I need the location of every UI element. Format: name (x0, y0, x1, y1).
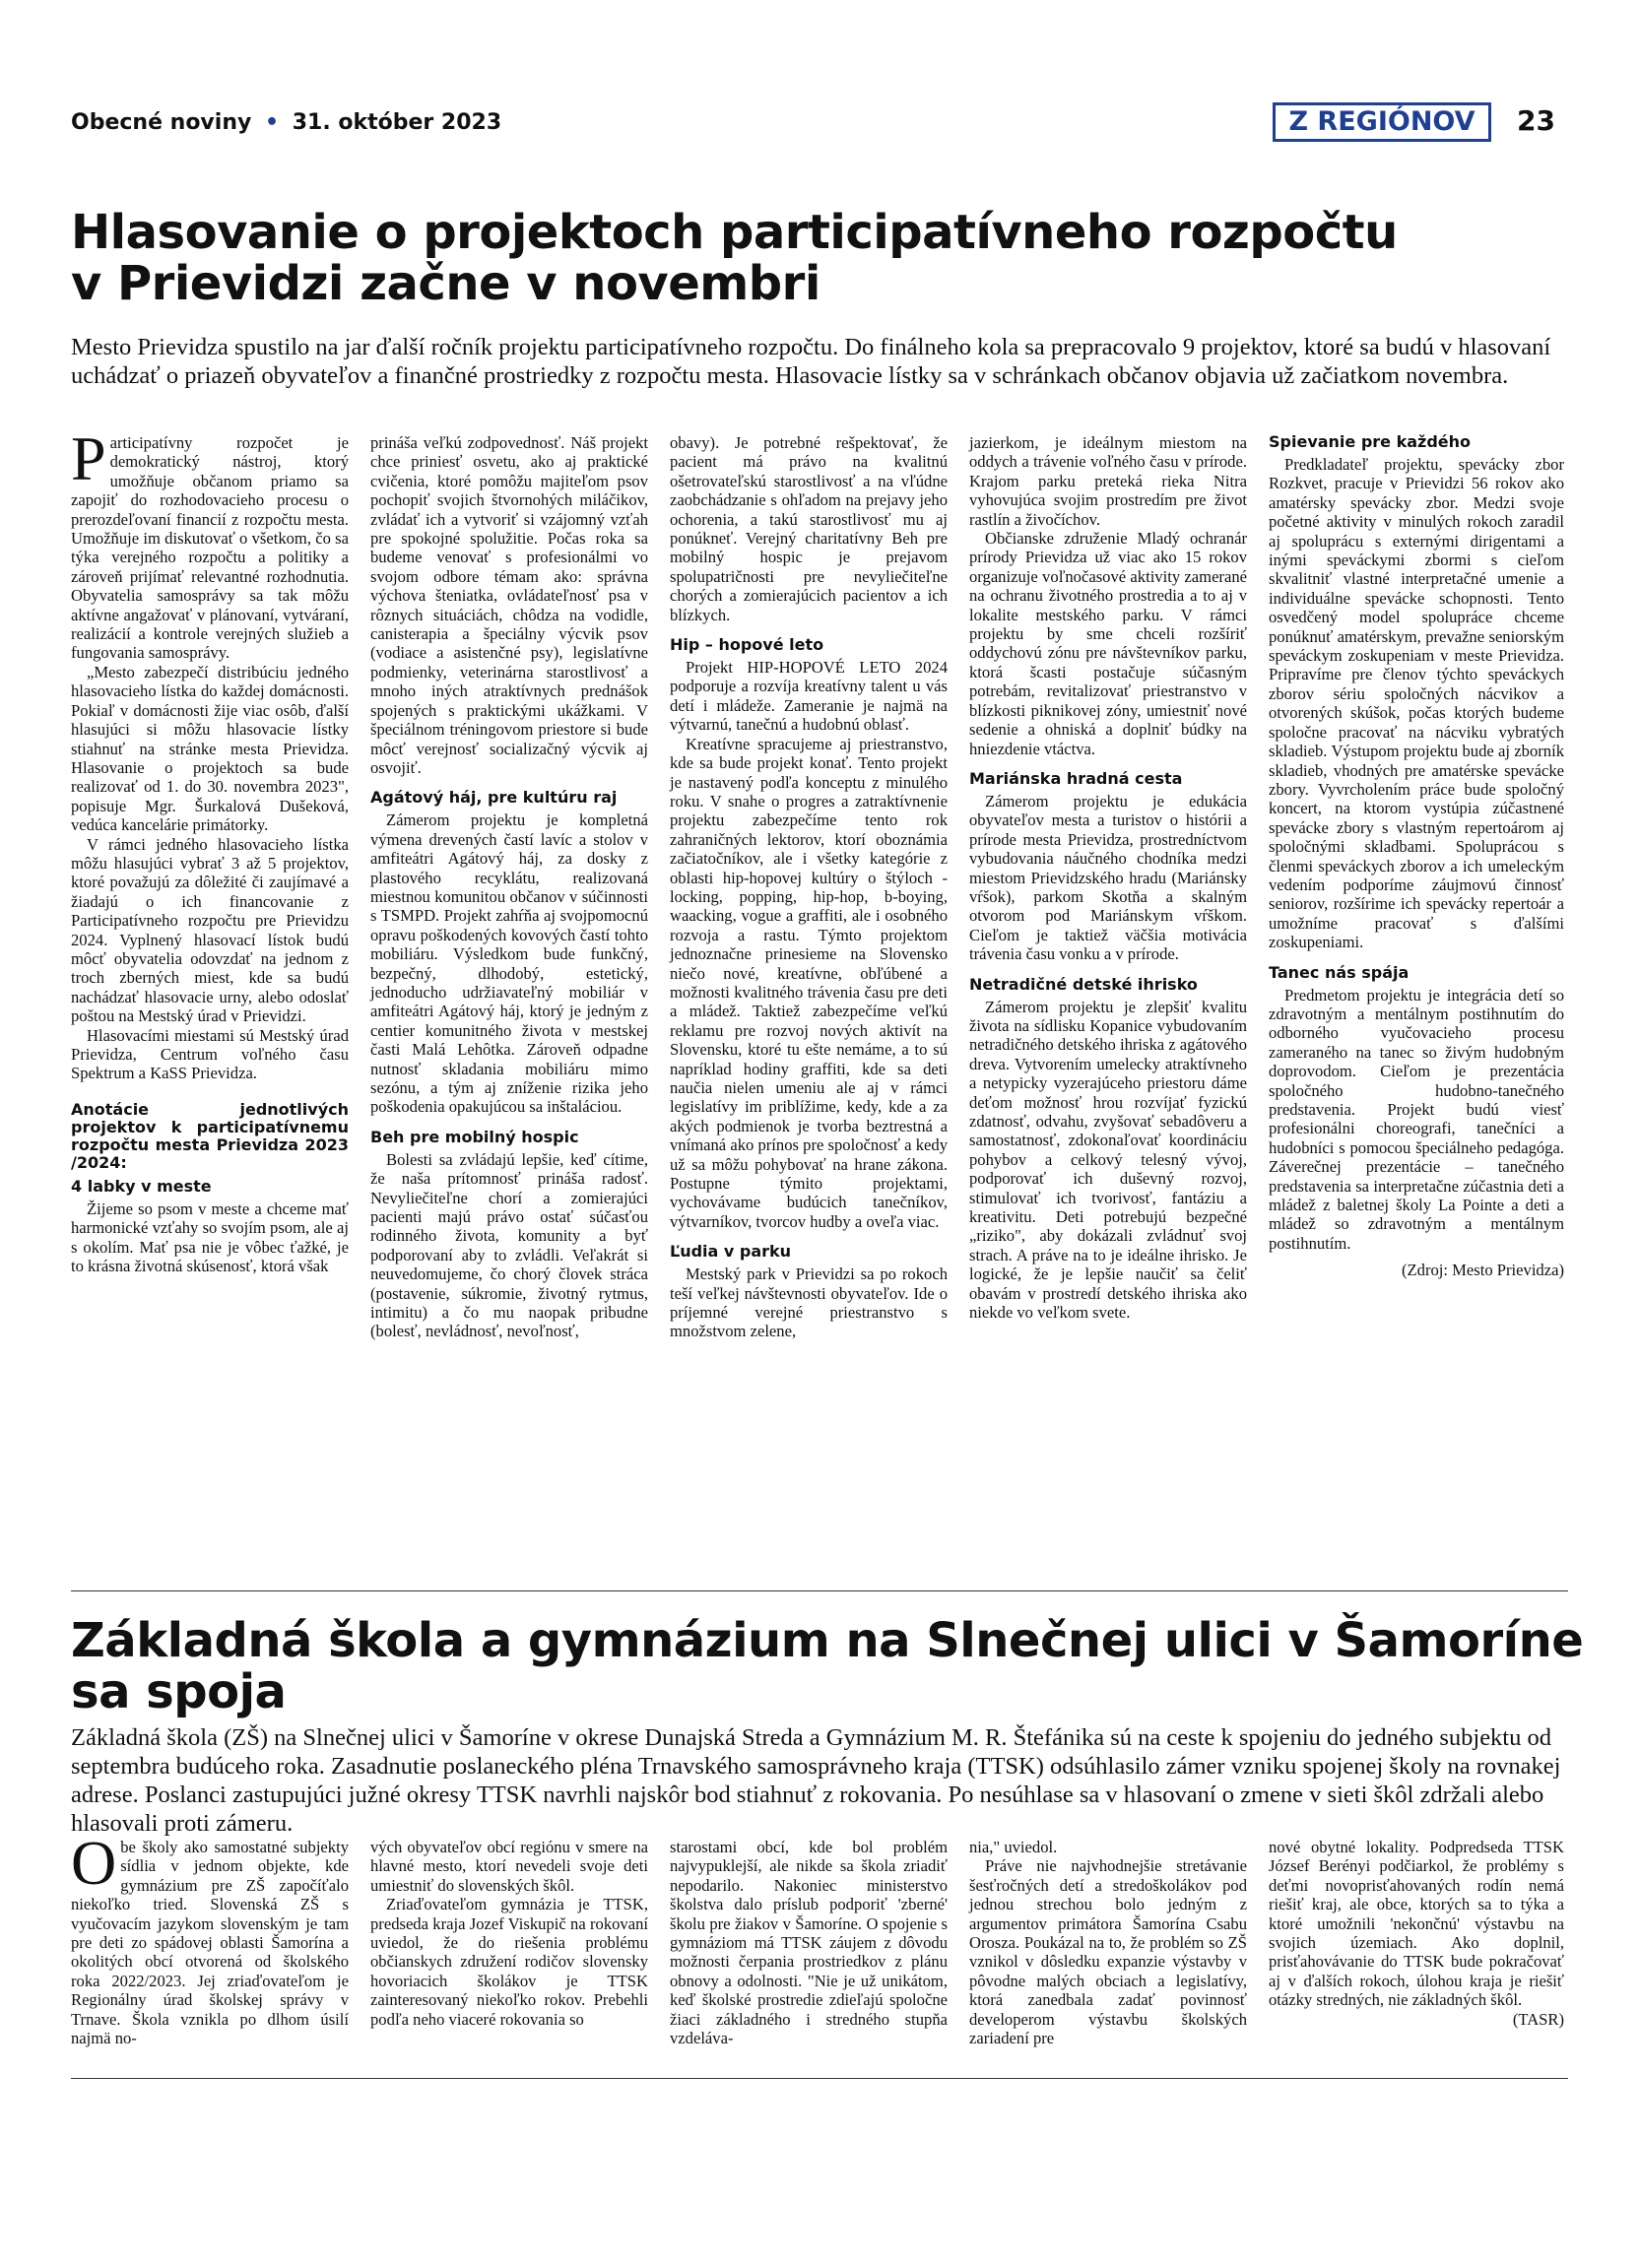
header-separator: • (265, 110, 280, 135)
paragraph: „Mesto zabezpečí distribúciu jedného hlasovacieho lístka do každej domácnosti. Pokiaľ v domácnosti žije viac osôb, ďalší hlasujúci si môžu hlasovacie lístky stiahnuť na stránke mesta Prievidza. Hlasovanie o projektoch sa bude realizovať od 1. do 30. novembra 2023", popisuje Mgr. Šurkalová Dušeková, vedúca kancelárie primátorky. (71, 662, 349, 835)
paragraph: Zriaďovateľom gymnázia je TTSK, predseda kraja Jozef Viskupič na rokovaní uviedol, že do riešenia problému občianskych združení rodičov slovensky hovoriacich školákov je TTSK zainteresovaný niekoľko rokov. Prebehli podľa neho viaceré rokovania so (370, 1895, 648, 2029)
article1-column-3 (670, 433, 948, 1341)
paragraph: V rámci jedného hlasovacieho lístka môžu hlasujúci vybrať 3 až 5 projektov, ktoré považujú za dôležité či zaujímavé a žiadajú o ich financovanie z Participatívneho rozpočtu pre Prievidzu 2024. Vyplnený hlasovací lístok budú môcť obyvatelia odovzdať na jednom z troch zberných miest, kde sa budú nachádzať hlasovacie urny, alebo odoslať poštou na Mestský úrad v Prievidzi. (71, 834, 349, 1026)
section-label: Z REGIÓNOV (1273, 102, 1491, 142)
drop-cap: O (71, 1828, 117, 1898)
paragraph: Bolesti sa zvládajú lepšie, keď cítime, že naša prítomnosť prináša radosť. Nevyliečiteľne chorí a zomierajúci pacienti majú právo ostať súčasťou rodinného života, komunity a byť podporovaní aby to zvládli. Veľakrát si neuvedomujeme, čo chorý človek stráca (postavenie, súkromie, životný rytmus, intimitu) a čo mu naopak pribudne (bolesť, nevládnosť, nevoľnosť, (370, 1149, 648, 1341)
paragraph: Občianske združenie Mladý ochranár prírody Prievidza už viac ako 15 rokov organizuje voľnočasové aktivity zamerané na ochranu životného prostredia a to aj v lokalite mestského parku. V rámci projektu by sme chceli rozšíriť oddychovú zónu pre návštevníkov parku, ktorá šcasti postačuje súčasným potrebám, revitalizovať priestranstvo v blízkosti piknikovej zóny, umiestniť nové sedenie a ohniská a doplniť búdky na hniezdenie vtáctva. (969, 529, 1247, 758)
subheading: Netradičné detské ihrisko (969, 974, 1198, 994)
article2-title-line1: Základná škola a gymnázium na Slnečnej ulici v Šamoríne (71, 1613, 1584, 1668)
article2-column-2 (370, 1838, 648, 2029)
issue-date: 31. október 2023 (292, 110, 502, 135)
paragraph: prináša veľkú zodpovednosť. Náš projekt chce priniesť osvetu, ako aj praktické cvičenia, ktoré pomôžu majiteľom psov pochopiť svojich štvornohých miláčikov, zvládať ich a vytvoriť si vzájomný vzťah pre spokojné spolužitie. Počas roka sa budeme venovať s profesionálmi vo svojom odbore témam ako: správna výchova šteniatka, ovládateľnosť psa v rôznych situáciách, chôdza na vodidle, canisterapia a špeciálny výcvik psov (vodiace a asistenčné psy), legislatívne podmienky, veterinárna starostlivosť a mnoho iných atraktívnych prednášok spojených s praktickými ukážkami. V špeciálnom tréningovom priestore si bude môcť verejnosť socializačný výcvik aj osvojiť. (370, 433, 648, 777)
paragraph: starostami obcí, kde bol problém najvypuklejší, ale nikde sa škola zriadiť nepodarilo. Nakoniec ministerstvo školstva dalo príslub podporiť 'zberné' školu pre žiakov v Šamoríne. O spojenie s gymnáziom má TTSK záujem z dôvodu možnosti čerpania prostriedkov z plánu obnovy a odolnosti. "Nie je už unikátom, keď školské prostredie zdieľajú spoločne žiaci základného i stredného stupňa vzdeláva- (670, 1838, 948, 2048)
subheading: Beh pre mobilný hospic (370, 1127, 579, 1146)
article2-source: (TASR) (1512, 2009, 1564, 2029)
article1-column-5 (1269, 433, 1564, 1280)
paragraph: Predmetom projektu je integrácia detí so zdravotným a mentálnym postihnutím do odborného vyučovacieho procesu zameraného na tanec so živým hudobným doprovodom. Cieľom je prezentácia spoločného hudobno-tanečného predstavenia. Projekt budú viesť profesionálni choreografi, tanečníci a hudobníci s pomocou špeciálneho pedagóga. Záverečnej prezentácie – tanečného predstavenia sa interpretačne zúčastnia deti a mládež z baletnej školy La Pointe a deti a mládež so zdravotným a mentálnym postihnutím. (1269, 985, 1564, 1253)
paragraph: Kreatívne spracujeme aj priestranstvo, kde sa bude projekt konať. Tento projekt je nastavený podľa konceptu z minulého roku. V snahe o progres a zatraktívnenie projektu zabezpečíme tento rok zahraničných lektorov, ktorí oboznámia začiatočníkov, ale i všetky kategórie z oblasti hip-hopovej kultúry o štýloch - locking, popping, hip-hop, b-boying, waacking, vogue a graffiti, ale i osobného rozvoja a rastu. Týmto projektom jednoznačne prinesieme na Slovensko niečo nové, kreatívne, obľúbené a možnosti kvalitného trávenia času pre deti a mládež. Taktiež zabezpečíme veľkú reklamu pre rozvoj nových aktivít na Slovensku, ktoré tu ešte nemáme, a to sú napríklad hodiny graffiti, kde sa deti naučia nielen umeniu ale aj v rámci legislatívy im priblížime, kedy, kde a za akých podmienok je tvorba beztrestná a vnímaná ako prínos pre spoločnosť a kedy už sa môžu pohybovať na hrane zákona. Postupne týmito projektami, vychovávame budúcich tanečníkov, výtvarníkov, tvorcov hudby a oveľa viac. (670, 734, 948, 1231)
subheading: Anotácie jednotlivých projektov k participatívnemu rozpočtu mesta Prievidza 2023 /2024: (71, 1099, 349, 1172)
article2-title (71, 1615, 1583, 1717)
subheading: Tanec nás spája (1269, 962, 1410, 982)
bottom-rule (71, 2078, 1568, 2079)
subheading: 4 labky v meste (71, 1176, 212, 1196)
paragraph: jazierkom, je ideálnym miestom na oddych a trávenie voľného času v prírode. Krajom parku preteká rieka Nitra vyhovujúca svojim prostredím pre život rastlín a živočíchov. (969, 433, 1247, 529)
paragraph: obavy). Je potrebné rešpektovať, že pacient má právo na kvalitnú ošetrovateľskú starostlivosť a na vľúdne zaobchádzanie s ohľadom na prejavy jeho ochorenia, a takú starostlivosť mu aj ponúkneť. Verejný charitatívny Beh pre mobilný hospic je prejavom spolupatričnosti pre nevyliečiteľne chorých a zomierajúcich pacientov a ich blízkych. (670, 433, 948, 624)
subheading: Mariánska hradná cesta (969, 768, 1183, 788)
subheading: Agátový háj, pre kultúru raj (370, 788, 618, 808)
article1-column-2 (370, 433, 648, 1341)
article1-lead: Mesto Prievidza spustilo na jar ďalší ročník projektu participatívneho rozpočtu. Do finálneho kola sa prepracovalo 9 projektov, ktoré sa budú v hlasovaní uchádzať o priazeň obyvateľov a finančné prostriedky z rozpočtu mesta. Hlasovacie lístky sa v schránkach občanov objavia už začiatkom novembra. (71, 334, 1551, 389)
paragraph: nia," uviedol. (969, 1838, 1058, 1856)
paragraph: Zámerom projektu je zlepšiť kvalitu života na sídlisku Kopanice vybudovaním netradičného detského ihriska z agátového dreva. Vytvorením umelecky atraktívneho a netypicky vyzerajúceho priestoru dáme deťom možnosť hrou rozvíjať fyzickú zdatnosť, odvahu, zvyšovať sebadôveru a samostatnosť, zdokonaľovať koordináciu pohybov a celkový telesný vývoj, podporovať ich duševný rozvoj, stimulovať ich tvorivosť, fantáziu a kreativitu. Deti potrebujú bezpečné „riziko", aby dokázali zvládnuť svoj strach. A práve na to je ideálne ihrisko. Je logické, že je lepšie naučiť sa čeliť obavám v prostredí detského ihriska ako niekde vo veľkom svete. (969, 997, 1247, 1323)
paragraph: Mestský park v Prievidzi sa po rokoch teší veľkej návštevnosti obyvateľov. Ide o príjemné verejné priestranstvo s množstvom zelene, (670, 1264, 948, 1341)
paragraph: Participatívny rozpočet je demokratický nástroj, ktorý umožňuje občanom priamo sa zapojiť do rozhodovacieho procesu o prerozdeľovaní financií z rozpočtu mesta. Umožňuje im diskutovať o všetkom, čo sa týka verejného rozpočtu a politiky a zároveň prijímať relevantné rozhodnutia. Obyvatelia samosprávy sa tak môžu aktívne angažovať v plánovaní, vytváraní, realizácií a kontrole verejných služieb a fungovania samosprávy. (71, 423, 349, 663)
paragraph: Obe školy ako samostatné subjekty sídlia v jednom objekte, kde gymnázium pre ZŠ započíťalo niekoľko tried. Slovenská ZŠ s vyučovacím jazykom slovenským je tam pre deti zo spádovej oblasti Šamorína a okolitých obcí otvorená od školského roka 2022/2023. Jej zriaďovateľom je Regionálny úrad školskej správy v Trnave. Škola vznikla po dlhom úsilí najmä no- (71, 1828, 349, 2048)
subheading: Spievanie pre každého (1269, 432, 1472, 451)
article2-column-1 (71, 1828, 349, 2048)
paragraph: nové obytné lokality. Podpredseda TTSK József Berényi podčiarkol, že problémy s deťmi novoprisťahovaných rodín nemá riešiť kraj, ale obce, ktorých sa to týka a ktoré umožnili 'nekončnú' výstavbu na svojich územiach. Ako doplnil, prisťahovávanie do TTSK bude pokračovať aj v ďalších rokoch, úlohou kraja je riešiť otázky stredných, nie základných škôl. (1269, 1838, 1564, 2010)
article1-column-1 (71, 423, 349, 1276)
paragraph: Žijeme so psom v meste a chceme mať harmonické vzťahy so svojím psom, ale aj s okolím. Mať psa nie je vôbec ťažké, je to krásna životná skúsenosť, ktorá však (71, 1199, 349, 1276)
subheading: Ľudia v parku (670, 1242, 792, 1262)
subheading: Hip – hopové leto (670, 635, 824, 655)
article1-title-line1: Hlasovanie o projektoch participatívneho rozpočtu (71, 205, 1398, 260)
paragraph: Predkladateľ projektu, spevácky zbor Rozkvet, pracuje v Prievidzi 56 rokov ako amatérsky spevácky zbor. Medzi svoje početné aktivity v minulých rokoch zaradil aj spoluprácu s externými dirigentami a inými speváckymi zbormi s cieľom skvalitniť vlastné interpretačné umenie a individuálne spevácke schopnosti. Tento osvedčený model spolupráce chceme ponúknuť amatérskym, prevažne seniorským speváckym zoskupeniam v meste Prievidza. Pripravíme pre členov týchto speváckych zborov sériu spoločných nácvikov a otvorených skúšok, počas ktorých budeme spoločne pracovať na nácviku vybratých skladieb. Výstupom projektu bude aj zborník skladieb, vhodných pre amatérske spevácke zbory. Vyvrcholením práce bude spoločný koncert, na ktorom vystúpia zúčastnené spevácke zbory s vlastným repertoárom aj spoločnými skladbami. Spoluprácou s členmi speváckych zborov a ich umeleckým vedením podporíme záujmovú činnosť seniorov, rozšírime ich spevácky repertoár a umožníme pracovať s ďalšími zoskupeniami. (1269, 455, 1564, 952)
article-divider (71, 1590, 1568, 1591)
page-number: 23 (1517, 104, 1555, 137)
article2-column-4 (969, 1838, 1247, 2047)
paragraph: Práve nie najvhodnejšie stretávanie šesťročných detí a stredoškolákov pod jednou strechou bolo jedným z argumentov primátora Šamorína Csabu Orosza. Poukázal na to, že problém so ZŠ vznikol v dôsledku expanzie výstavby v pôvodne malých obciach a legislatívy, ktorá zanedbala zadať povinnosť developerom výstavbu školských zariadení pre (969, 1856, 1247, 2048)
article2-lead: Základná škola (ZŠ) na Slnečnej ulici v Šamoríne v okrese Dunajská Streda a Gymnázium M. R. Štefánika sú na ceste k spojeniu do jedného subjektu od septembra budúceho roka. Zasadnutie poslaneckého pléna Trnavského samosprávneho kraja (TTSK) odsúhlasilo zámer vzniku spojenej školy na rovnakej adrese. Poslanci zastupujúci južné okresy TTSK navrhli najskôr bod stiahnuť z rokovania. Po nesúhlase sa v hlasovaní o zmene v sieti škôl zdržali alebo hlasovali proti zámeru. (71, 1724, 1561, 1837)
masthead (71, 110, 501, 135)
paragraph: vých obyvateľov obcí regiónu v smere na hlavné mesto, ktorí nevedeli svoje deti umiestniť do slovenských škôl. (370, 1838, 648, 1895)
paragraph: Projekt HIP-HOPOVÉ LETO 2024 podporuje a rozvíja kreatívny talent u vás detí i mládeže. Zameranie je najmä na výtvarnú, tanečnú a hudobnú oblasť. (670, 658, 948, 735)
paper-name: Obecné noviny (71, 110, 252, 135)
drop-cap: P (71, 423, 106, 493)
article2-title-line2: sa spoja (71, 1664, 287, 1719)
paragraph: Hlasovacími miestami sú Mestský úrad Prievidza, Centrum voľného času Spektrum a KaSS Prievidza. (71, 1025, 349, 1083)
paragraph: Zámerom projektu je edukácia obyvateľov mesta a turistov o histórii a prírode mesta Prievidza, prostredníctvom vybudovania náučného chodníka medzi miestom Prievidzského hradu (Mariánsky vŕšok), parkom Skotňa a skalným otvorom pod Mariánskym vŕškom. Cieľom je taktiež väčšia motivácia trávenia času vonku a v prírode. (969, 791, 1247, 964)
article1-title (71, 207, 1398, 309)
paragraph: Zámerom projektu je kompletná výmena drevených častí lavíc a stolov v amfiteátri Agátový háj, za dosky z plastového recyklátu, realizovaná miestnou komunitou občanov v súčinnosti s TSMPD. Projekt zahŕňa aj svojpomocnú opravu poškodených kovových častí tohto mobiliáru. Výsledkom bude funkčný, bezpečný, dlhodobý, estetický, jednoducho udržiavateľný mobiliár v amfiteátri Agátový háj, ktorý je jedným z centier komunitného života v mestskej časti Malá Lehôtka. Zároveň odpadne nutnosť skladania mobiliáru mimo sezónu, a tým aj zníženie rizika jeho poškodenia opakujúcou sa inštaláciou. (370, 810, 648, 1117)
article2-column-3 (670, 1838, 948, 2047)
article1-column-4 (969, 433, 1247, 1322)
article1-title-line2: v Prievidzi začne v novembri (71, 256, 820, 311)
article1-source: (Zdroj: Mesto Prievidza) (1402, 1261, 1564, 1280)
article2-column-5 (1269, 1838, 1564, 2029)
